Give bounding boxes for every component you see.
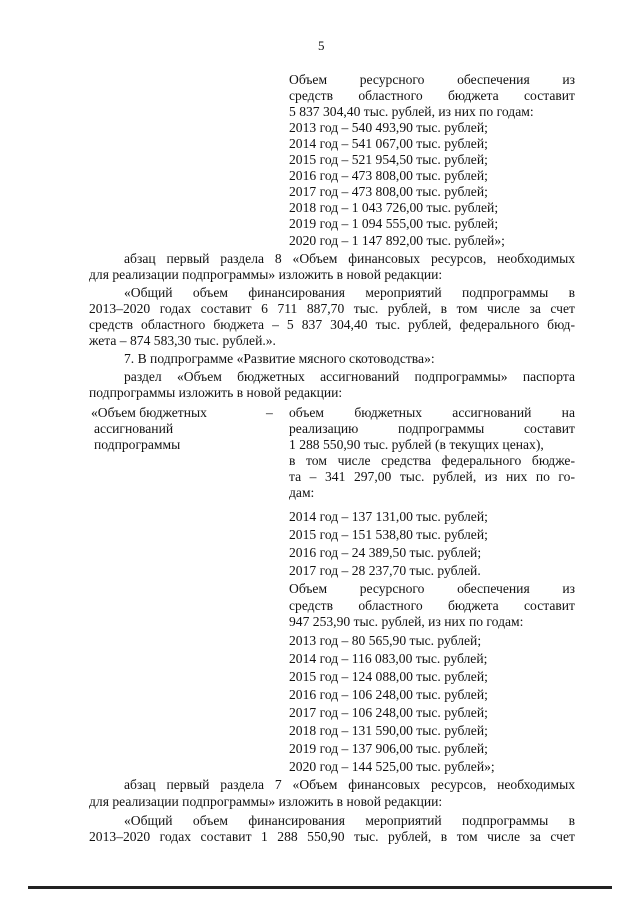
text-line: 2017 год – 473 808,00 тыс. рублей; <box>289 184 488 199</box>
text-line: абзац первый раздела 8 «Объем финансовых ресурсов, необходимых <box>124 251 575 266</box>
text-line: 2015 год – 521 954,50 тыс. рублей; <box>289 152 488 167</box>
text-line: 2018 год – 131 590,00 тыс. рублей; <box>289 723 488 738</box>
text-line: 2014 год – 116 083,00 тыс. рублей; <box>289 651 488 666</box>
text-line: 2015 год – 151 538,80 тыс. рублей; <box>289 527 488 542</box>
text-line: 2016 год – 106 248,00 тыс. рублей; <box>289 687 488 702</box>
page-number: 5 <box>318 38 325 53</box>
text-line: 7. В подпрограмме «Развитие мясного скотоводства»: <box>124 351 435 366</box>
text-line: Объем ресурсного обеспечения из <box>289 581 575 596</box>
text-line: средств областного бюджета составит <box>289 88 575 103</box>
text-line: абзац первый раздела 7 «Объем финансовых ресурсов, необходимых <box>124 777 575 792</box>
table-label-line: ассигнований <box>94 421 174 436</box>
text-line: средств областного бюджета – 5 837 304,40 тыс. рублей, федерального бюд- <box>89 317 575 332</box>
text-line: средств областного бюджета составит <box>289 598 575 613</box>
text-line: 5 837 304,40 тыс. рублей, из них по годам: <box>289 104 534 119</box>
text-line: в том числе средства федерального бюдже- <box>289 453 575 468</box>
text-line: 2015 год – 124 088,00 тыс. рублей; <box>289 669 488 684</box>
text-line: 2017 год – 28 237,70 тыс. рублей. <box>289 563 481 578</box>
table-label-line: «Объем бюджетных <box>91 405 207 420</box>
text-line: дам: <box>289 485 315 500</box>
text-line: «Общий объем финансирования мероприятий подпрограммы в <box>124 813 575 828</box>
text-line: раздел «Объем бюджетных ассигнований подпрограммы» паспорта <box>124 369 575 384</box>
text-line: 2017 год – 106 248,00 тыс. рублей; <box>289 705 488 720</box>
text-line: объем бюджетных ассигнований на <box>289 405 575 420</box>
text-line: 2016 год – 24 389,50 тыс. рублей; <box>289 545 482 560</box>
text-line: 2014 год – 541 067,00 тыс. рублей; <box>289 136 488 151</box>
table-dash: – <box>266 405 273 420</box>
table-label-line: подпрограммы <box>94 437 181 452</box>
page-bottom-rule <box>28 886 612 889</box>
text-line: 947 253,90 тыс. рублей, из них по годам: <box>289 614 524 629</box>
text-line: 2019 год – 137 906,00 тыс. рублей; <box>289 741 488 756</box>
text-line: реализацию подпрограммы составит <box>289 421 575 436</box>
text-line: жета – 874 583,30 тыс. рублей.». <box>89 333 276 348</box>
text-line: 1 288 550,90 тыс. рублей (в текущих ценах), <box>289 437 544 452</box>
text-line: 2013–2020 годах составит 6 711 887,70 тыс. рублей, в том числе за счет <box>89 301 575 316</box>
text-line: подпрограммы изложить в новой редакции: <box>89 385 343 400</box>
text-line: 2013 год – 540 493,90 тыс. рублей; <box>289 120 488 135</box>
text-line: Объем ресурсного обеспечения из <box>289 72 575 87</box>
text-line: 2016 год – 473 808,00 тыс. рублей; <box>289 168 488 183</box>
text-line: 2019 год – 1 094 555,00 тыс. рублей; <box>289 216 499 231</box>
text-line: та – 341 297,00 тыс. рублей, из них по го- <box>289 469 575 484</box>
text-line: 2013–2020 годах составит 1 288 550,90 тыс. рублей, в том числе за счет <box>89 829 575 844</box>
text-line: для реализации подпрограммы» изложить в новой редакции: <box>89 267 443 282</box>
text-line: 2013 год – 80 565,90 тыс. рублей; <box>289 633 482 648</box>
text-line: 2020 год – 144 525,00 тыс. рублей»; <box>289 759 495 774</box>
text-line: 2018 год – 1 043 726,00 тыс. рублей; <box>289 200 499 215</box>
text-line: для реализации подпрограммы» изложить в новой редакции: <box>89 794 443 809</box>
text-line: «Общий объем финансирования мероприятий подпрограммы в <box>124 285 575 300</box>
text-line: 2020 год – 1 147 892,00 тыс. рублей»; <box>289 233 505 248</box>
text-line: 2014 год – 137 131,00 тыс. рублей; <box>289 509 488 524</box>
